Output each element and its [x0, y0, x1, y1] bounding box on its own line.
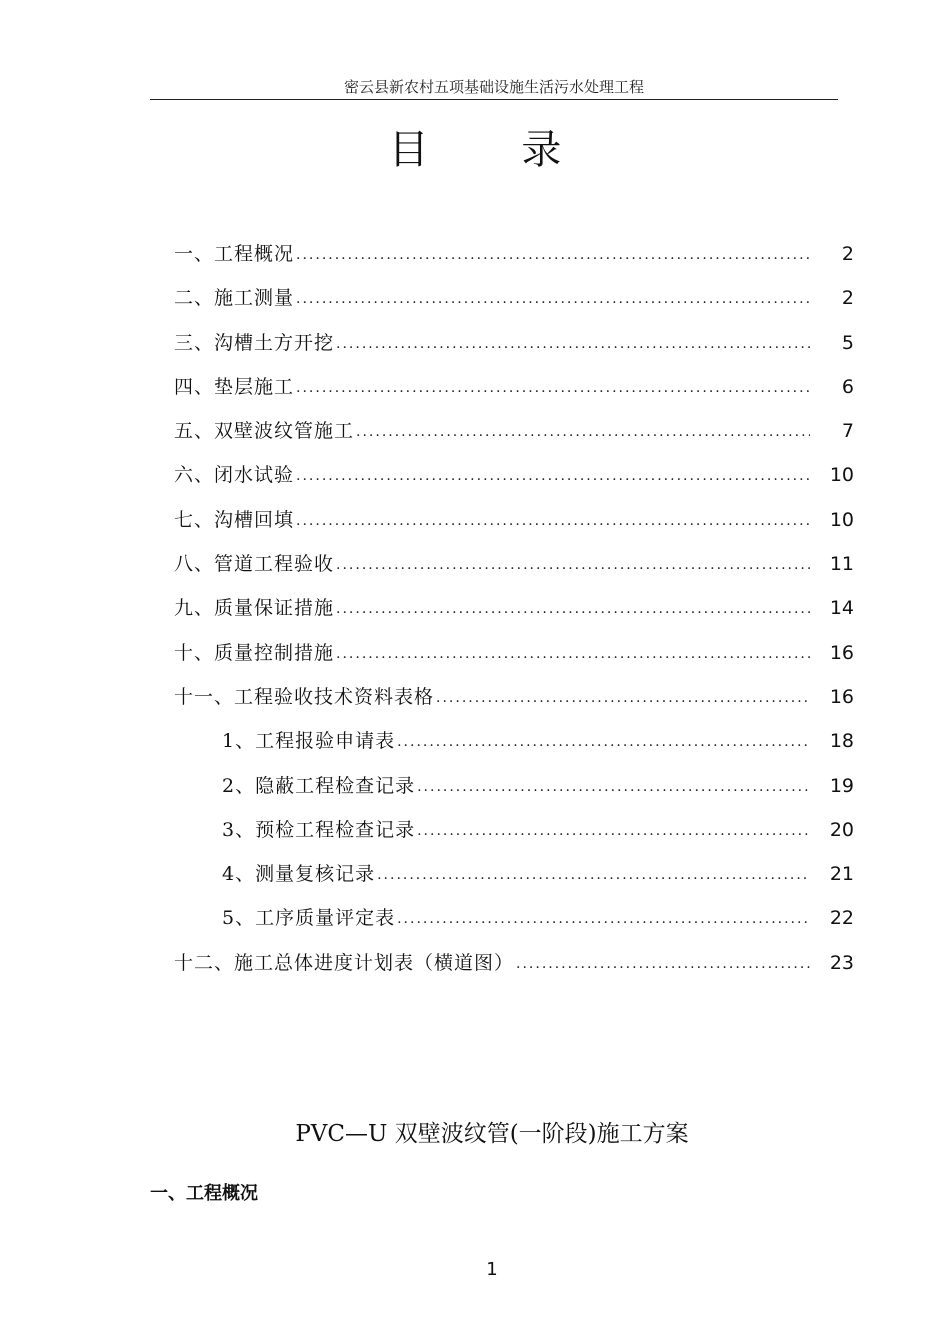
header-divider [150, 99, 838, 100]
toc-subentry-3[interactable] [174, 808, 856, 852]
toc-entry-7[interactable] [174, 498, 856, 542]
toc-entry-page: 2 [841, 243, 854, 265]
toc-entry-page: 20 [829, 818, 854, 841]
document-title: PVC—U 双壁波纹管(一阶段)施工方案 [295, 1121, 689, 1147]
toc-subentry-2[interactable] [174, 764, 856, 808]
toc-subentry-4[interactable] [174, 852, 856, 896]
toc-entry-label: 一、工程概况 [174, 243, 295, 265]
toc-entry-label: 十、质量控制措施 [174, 641, 335, 664]
toc-subentry-5[interactable] [174, 896, 856, 940]
toc-entry-page: 2 [841, 287, 854, 310]
toc-entry-page: 10 [829, 464, 854, 487]
toc-subentry-1[interactable] [174, 719, 856, 763]
toc-entry-label: 四、垫层施工 [174, 375, 295, 398]
toc-entry-label: 五、双壁波纹管施工 [174, 420, 355, 443]
toc-entry-page: 22 [829, 907, 854, 930]
page-header: 密云县新农村五项基础设施生活污水处理工程 [343, 78, 644, 96]
toc-dot-leader [377, 853, 810, 897]
toc-dot-leader [336, 587, 810, 631]
toc-entry-label: 二、施工测量 [174, 287, 295, 310]
toc-entry-page: 11 [829, 553, 854, 576]
toc-entry-page: 18 [829, 730, 854, 753]
table-of-contents [174, 232, 856, 985]
toc-dot-leader [336, 543, 810, 587]
toc-entry-page: 14 [829, 597, 854, 620]
toc-dot-leader [296, 499, 810, 543]
toc-entry-11[interactable] [174, 675, 856, 719]
toc-entry-label: 九、质量保证措施 [174, 597, 335, 620]
toc-dot-leader [397, 720, 810, 764]
toc-entry-2[interactable] [174, 276, 856, 320]
toc-dot-leader [397, 897, 810, 941]
toc-dot-leader [296, 233, 810, 277]
toc-entry-label: 八、管道工程验收 [174, 553, 335, 576]
toc-entry-label: 1、工程报验申请表 [222, 730, 396, 753]
toc-dot-leader [516, 942, 810, 986]
toc-entry-8[interactable] [174, 542, 856, 586]
toc-entry-page: 5 [841, 331, 854, 354]
toc-entry-12[interactable] [174, 941, 856, 985]
toc-entry-10[interactable] [174, 631, 856, 675]
toc-entry-3[interactable] [174, 321, 856, 365]
toc-entry-9[interactable] [174, 586, 856, 630]
toc-dot-leader [336, 322, 810, 366]
toc-title: 目 录 [388, 127, 602, 173]
toc-entry-label: 六、闭水试验 [174, 464, 295, 487]
toc-dot-leader [436, 676, 810, 720]
toc-entry-label: 4、测量复核记录 [222, 863, 376, 886]
toc-entry-label: 3、预检工程检查记录 [222, 818, 416, 841]
toc-dot-leader [417, 765, 810, 809]
toc-entry-page: 10 [829, 508, 854, 531]
toc-entry-6[interactable] [174, 453, 856, 497]
toc-entry-label: 十二、施工总体进度计划表（横道图） [174, 951, 515, 974]
toc-entry-label: 5、工序质量评定表 [222, 907, 396, 930]
toc-dot-leader [296, 366, 810, 410]
toc-entry-page: 6 [841, 375, 854, 398]
toc-entry-page: 19 [829, 774, 854, 797]
toc-dot-leader [417, 809, 810, 853]
toc-entry-page: 21 [829, 863, 854, 886]
toc-entry-label: 2、隐蔽工程检查记录 [222, 774, 416, 797]
toc-entry-5[interactable] [174, 409, 856, 453]
toc-entry-page: 23 [829, 951, 854, 974]
page-number: 1 [486, 1259, 498, 1280]
toc-entry-page: 16 [829, 641, 854, 664]
toc-dot-leader [356, 410, 810, 454]
toc-entry-4[interactable] [174, 365, 856, 409]
toc-dot-leader [296, 454, 810, 498]
toc-dot-leader [296, 277, 810, 321]
toc-entry-label: 三、沟槽土方开挖 [174, 331, 335, 354]
toc-entry-page: 7 [841, 420, 854, 443]
toc-entry-1[interactable] [174, 232, 856, 276]
toc-dot-leader [336, 632, 810, 676]
toc-entry-label: 七、沟槽回填 [174, 508, 295, 531]
section-heading: 一、工程概况 [150, 1183, 258, 1204]
toc-entry-label: 十一、工程验收技术资料表格 [174, 685, 435, 708]
toc-entry-page: 16 [829, 685, 854, 708]
